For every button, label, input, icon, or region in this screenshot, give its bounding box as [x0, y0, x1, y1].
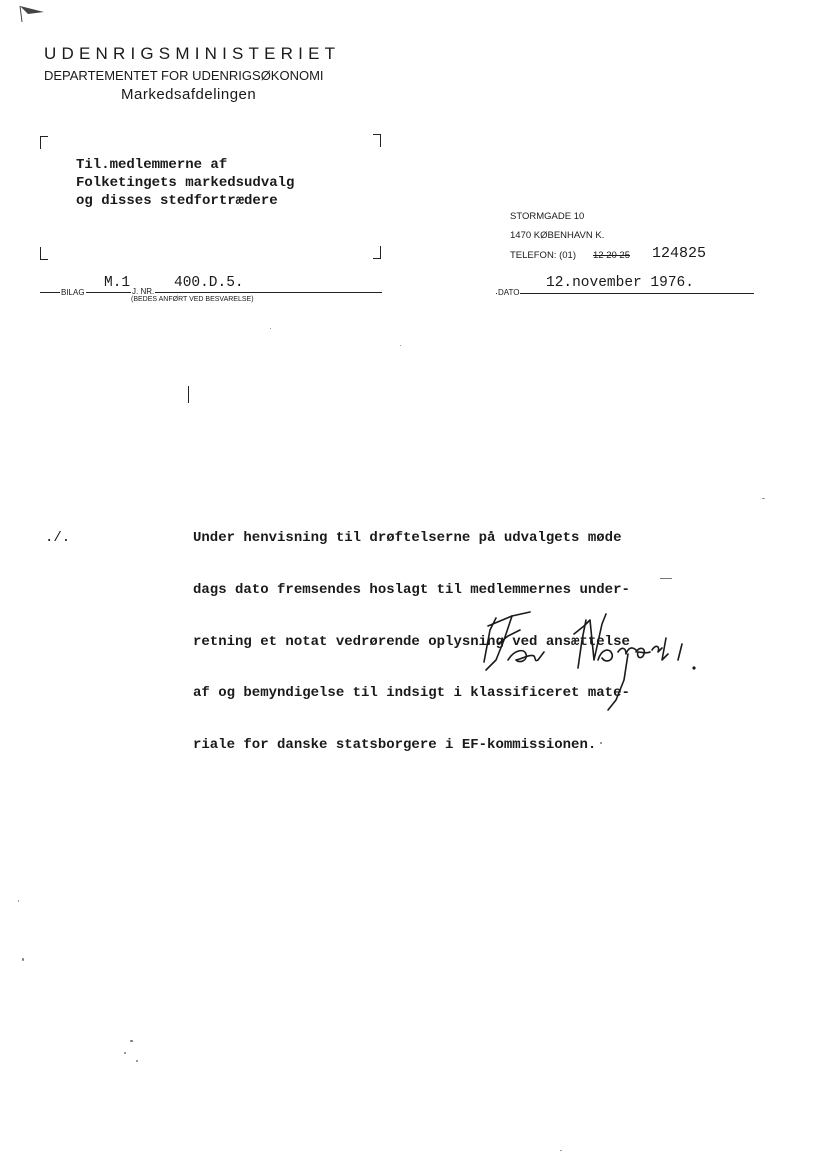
body-line: retning et notat vedrørende oplysning ved ansættelse — [193, 633, 630, 650]
addressee-block — [76, 156, 294, 210]
body-line: Under henvisning til drøftelserne på udvalgets møde — [193, 530, 622, 547]
scan-speck — [600, 742, 602, 744]
address-corner-bottom-right — [373, 246, 381, 259]
jnr-value: 400.D.5. — [174, 275, 244, 291]
body-line: dags dato fremsendes hoslagt til medlemmernes under- — [193, 582, 630, 599]
body-line: af og bemyndigelse til indsigt i klassificeret mate- — [193, 685, 630, 702]
sender-phone-label: TELEFON: (01) — [510, 250, 576, 261]
jnr-note: (BEDES ANFØRT VED BESVARELSE) — [131, 296, 254, 303]
scan-corner-artifact — [18, 4, 48, 26]
addressee-line: Folketingets markedsudvalg — [76, 175, 295, 191]
addressee-line: Til.medlemmerne af — [76, 157, 228, 173]
bilag-label: BILAG — [61, 288, 85, 297]
scan-speck — [22, 958, 24, 961]
scan-speck — [660, 578, 672, 579]
sender-phone-old: 12 20 25 — [593, 250, 630, 261]
scan-speck — [124, 1052, 126, 1054]
department-name: DEPARTEMENTET FOR UDENRIGSØKONOMI — [44, 68, 324, 83]
scan-speck — [270, 328, 271, 329]
sender-city: 1470 KØBENHAVN K. — [510, 230, 605, 241]
scan-speck — [136, 1060, 138, 1062]
address-corner-top-left — [40, 136, 48, 149]
division-name: Markedsafdelingen — [121, 86, 257, 103]
jnr-label: J. NR. — [132, 287, 155, 296]
signature-name — [0, 0, 1, 1]
bilag-value: M.1 — [104, 275, 131, 291]
scan-speck — [762, 498, 765, 499]
sender-phone-new: 124825 — [652, 245, 707, 262]
signature — [468, 600, 708, 715]
scan-speck — [130, 1040, 133, 1042]
sender-street: STORMGADE 10 — [510, 211, 585, 222]
date-value: 12.november 1976. — [546, 275, 694, 291]
reference-rule — [40, 292, 382, 293]
scan-speck — [18, 900, 19, 902]
scan-speck — [400, 345, 401, 346]
address-corner-top-right — [373, 134, 381, 147]
enclosure-mark: ./. — [45, 530, 71, 546]
date-rule — [496, 293, 754, 294]
scan-speck — [560, 1150, 562, 1151]
typing-mark — [188, 386, 189, 403]
date-label: DATO — [498, 288, 520, 297]
ministry-name: UDENRIGSMINISTERIET — [44, 44, 341, 63]
body-line: riale for danske statsborgere i EF-kommissionen. — [193, 736, 597, 753]
addressee-line: og disses stedfortrædere — [76, 193, 278, 209]
address-corner-bottom-left — [40, 247, 48, 260]
